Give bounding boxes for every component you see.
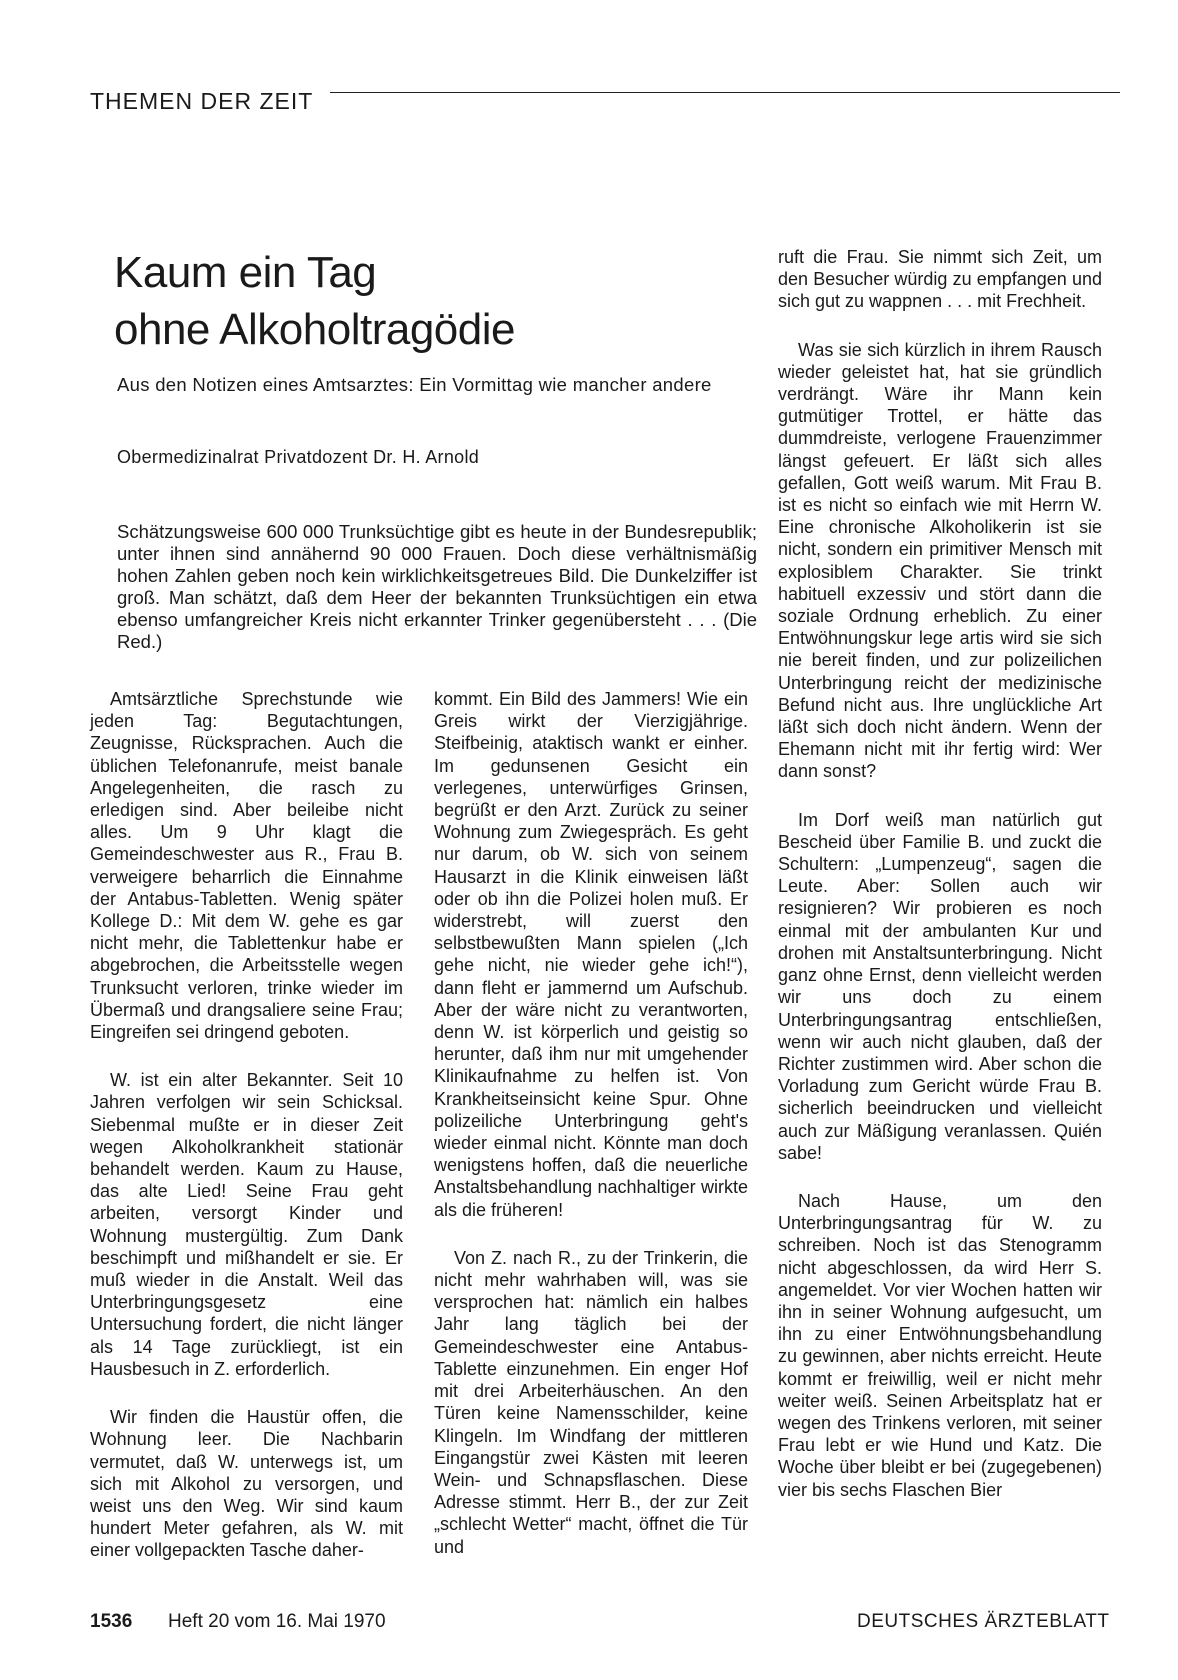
issue-line: Heft 20 vom 16. Mai 1970 — [168, 1611, 386, 1632]
paragraph: W. ist ein alter Bekannter. Seit 10 Jahren verfolgen wir sein Schicksal. Siebenmal mußte er in dieser Zeit wegen Alkoholkrankheit stationär behandelt werden. Kaum zu Hause, das alte Lied! Seine Frau geht arbeiten, versorgt Kinder und Wohnung mustergültig. Zum Dank beschimpft und mißhandelt er sie. Er muß wieder in die Anstalt. Weil das Unterbringungsgesetz eine Untersuchung fordert, die nicht länger als 14 Tage zurückliegt, ist ein Hausbesuch in Z. erforderlich. — [90, 1070, 403, 1379]
editorial-intro: Schätzungsweise 600 000 Trunksüchtige gibt es heute in der Bundesrepublik; unter ihnen sind annähernd 90 000 Frauen. Doch diese verhältnismäßig hohen Zahlen geben noch kein wirklichkeitsgetreues Bild. Die Dunkelziffer ist groß. Man schätzt, daß dem Heer der bekannten Trunksüchtigen ein etwa ebenso umfangreicher Kreis nicht erkannter Trinker gegenübersteht . . . (Die Red.) — [117, 521, 757, 652]
article-title — [114, 244, 515, 358]
body-column-1 — [90, 688, 403, 1588]
page-number: 1536 — [90, 1611, 133, 1632]
article-title-line-1: Kaum ein Tag — [114, 248, 377, 297]
article-subtitle: Aus den Notizen eines Amtsarztes: Ein Vormittag wie mancher andere — [117, 374, 712, 395]
paragraph-continued: kommt. Ein Bild des Jammers! Wie ein Greis wirkt der Vierzigjährige. Steifbeinig, ataktisch wankt er einher. Im gedunsenen Gesicht ein verlegenes, unterwürfiges Grinsen, begrüßt er den Arzt. Zurück zu seiner Wohnung zum Zwiegespräch. Es geht nur darum, ob W. sich von seinem Hausarzt in die Klinik einweisen läßt oder ob ihn die Polizei holen muß. Er widerstrebt, will zuerst den selbstbewußten Mann spielen („Ich gehe nicht, nie wieder gehe ich!“), dann fleht er jammernd um Aufschub. Aber der wäre nicht zu verantworten, denn W. ist körperlich und geistig so herunter, daß ihm nur mit umgehender Klinikaufnahme zu helfen ist. Von Krankheitseinsicht keine Spur. Ohne polizeiliche Unterbringung geht's wieder einmal nicht. Könnte man doch wenigstens hoffen, daß die neuerliche Anstaltsbehandlung nachhaltiger wirkte als die früheren! — [434, 689, 748, 1220]
paragraph: Amtsärztliche Sprechstunde wie jeden Tag: Begutachtungen, Zeugnisse, Rücksprachen. Auch die üblichen Telefonanrufe, meist banale Angelegenheiten, die rasch zu erledigen sind. Aber beileibe nicht alles. Um 9 Uhr klagt die Gemeindeschwester aus R., Frau B. verweigere beharrlich die Einnahme der Antabus-Tabletten. Wenig später Kollege D.: Mit dem W. gehe es gar nicht mehr, die Tablettenkur habe er abgebrochen, die Arbeitsstelle wegen Trunksucht verloren, trinke wieder im Übermaß und drangsaliere seine Frau; Eingreifen sei dringend geboten. — [90, 689, 403, 1043]
paragraph-continued: ruft die Frau. Sie nimmt sich Zeit, um den Besucher würdig zu empfangen und sich gut zu wappnen . . . mit Frechheit. — [778, 247, 1102, 312]
paragraph: Von Z. nach R., zu der Trinkerin, die nicht mehr wahrhaben will, was sie versprochen hat: nämlich ein halbes Jahr lang täglich bei der Gemeindeschwester eine Antabus-Tablette einzunehmen. Ein enger Hof mit drei Arbeiterhäuschen. An den Türen keine Namensschilder, keine Klingeln. Im Windfang der mittleren Eingangstür zwei Kästen mit leeren Wein- und Schnapsflaschen. Diese Adresse stimmt. Herr B., der zur Zeit „schlecht Wetter“ macht, öffnet die Tür und — [434, 1247, 748, 1557]
section-rubric: THEMEN DER ZEIT — [90, 88, 314, 114]
body-column-2 — [434, 688, 748, 1584]
paragraph: Wir finden die Haustür offen, die Wohnung leer. Die Nachbarin vermutet, daß W. unterwegs ist, um sich mit Alkohol zu versorgen, und weist uns den Weg. Wir sind kaum hundert Meter gefahren, als W. mit einer vollgepackten Tasche daher- — [90, 1407, 403, 1561]
article-title-line-2: ohne Alkoholtragödie — [114, 305, 515, 354]
article-author: Obermedizinalrat Privatdozent Dr. H. Arnold — [117, 447, 480, 467]
paragraph: Im Dorf weiß man natürlich gut Bescheid über Familie B. und zuckt die Schultern: „Lumpenzeug“, sagen die Leute. Aber: Sollen auch wir resignieren? Wir probieren es noch einmal mit der ambulanten Kur und drohen mit Anstaltsunterbringung. Nicht ganz ohne Ernst, denn vielleicht werden wir uns doch zu einem Unterbringungsantrag entschließen, wenn wir auch nicht glauben, daß der Richter zustimmen wird. Aber schon die Vorladung zum Gericht würde Frau B. sicherlich beeindrucken und vielleicht auch zur Mäßigung veranlassen. Quién sabe! — [778, 809, 1102, 1163]
header-rule — [330, 92, 1120, 93]
body-column-3 — [778, 246, 1102, 1527]
paragraph: Was sie sich kürzlich in ihrem Rausch wieder geleistet hat, hat sie gründlich verdrängt. Wäre ihr Mann kein gutmütiger Trottel, er hätte das dummdreiste, verlogene Frauenzimmer längst gefeuert. Er läßt sich alles gefallen, Gott weiß warum. Mit Frau B. ist es nicht so einfach wie mit Herrn W. Eine chronische Alkoholikerin ist sie nicht, sondern ein primitiver Mensch mit explosiblem Charakter. Sie trinkt habituell exzessiv und stört dann die soziale Ordnung erheblich. Zu einer Entwöhnungskur lege artis wird sie sich nie bereit finden, und zur polizeilichen Unterbringung reicht der medizinische Befund nicht aus. Ihre unglückliche Art läßt sich doch nicht ändern. Wenn der Ehemann nicht mit ihr fertig wird: Wer dann sonst? — [778, 339, 1102, 782]
journal-name: DEUTSCHES ÄRZTEBLATT — [857, 1611, 1110, 1632]
paragraph: Nach Hause, um den Unterbringungsantrag für W. zu schreiben. Noch ist das Stenogramm nicht abgeschlossen, da wird Herr S. angemeldet. Vor vier Wochen hatten wir ihn in seiner Wohnung aufgesucht, um ihn zu einer Entwöhnungsbehandlung zu gewinnen, aber nichts erreicht. Heute kommt er freiwillig, weil er nicht mehr weiter weiß. Seinen Arbeitsplatz hat er wegen des Trinkens verloren, mit seiner Frau lebt er wie Hund und Katz. Die Woche über bleibt er bei (zugegebenen) vier bis sechs Flaschen Bier — [778, 1190, 1102, 1500]
